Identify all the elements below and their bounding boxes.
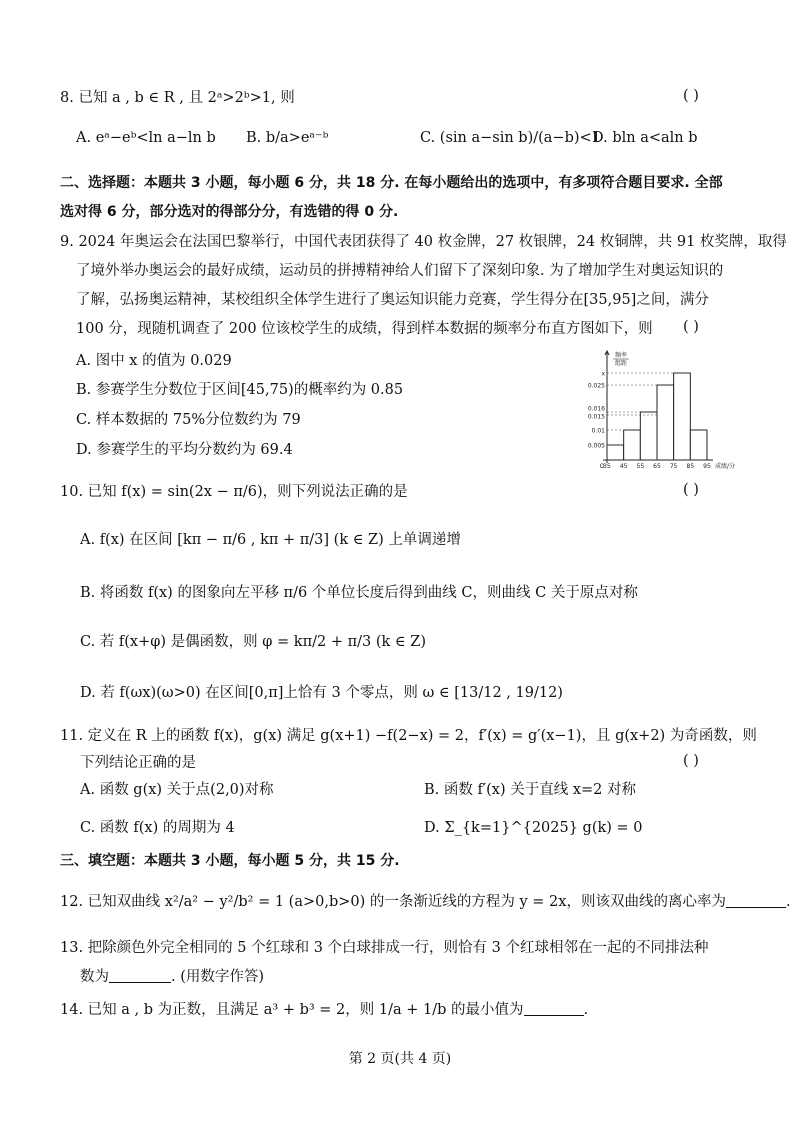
q10-option-a: A. f(x) 在区间 [kπ − π/6 , kπ + π/3] (k ∈ Z) 上单调递增 <box>80 532 461 548</box>
frequency-histogram <box>575 350 740 472</box>
histogram-bar <box>657 385 674 460</box>
q12-tail: . <box>785 894 791 910</box>
q9-line4: 100 分，现随机调查了 200 位该校学生的成绩，得到样本数据的频率分布直方图如下，则 <box>76 321 653 337</box>
x-axis-label: 成绩/分 <box>715 463 736 470</box>
histogram-bar <box>674 373 691 460</box>
q11-answer-paren: ( ) <box>683 753 699 769</box>
page-footer: 第 2 页(共 4 页) <box>348 1051 452 1067</box>
q11-option-d: D. Σ_{k=1}^{2025} g(k) = 0 <box>424 820 643 836</box>
q11-line2: 下列结论正确的是 <box>80 755 196 771</box>
x-tick-label: 75 <box>669 463 678 470</box>
q11-option-a: A. 函数 g(x) 关于点(2,0)对称 <box>80 782 274 798</box>
y-axis-label-numerator: 频率 <box>614 352 628 359</box>
q10-option-b: B. 将函数 f(x) 的图象向左平移 π/6 个单位长度后得到曲线 C，则曲线 C 关于原点对称 <box>80 585 638 601</box>
x-tick-label: 45 <box>619 463 628 470</box>
y-tick-label: 0.005 <box>587 442 605 450</box>
q8-answer-paren: ( ) <box>683 88 699 104</box>
x-tick-label: 55 <box>636 463 645 470</box>
q13-line2 <box>80 967 264 987</box>
q8-option-a: A. eᵃ−eᵇ<ln a−ln b <box>76 130 216 146</box>
q9-option-c: C. 样本数据的 75%分位数约为 79 <box>76 412 301 428</box>
q14-answer-blank[interactable] <box>524 1001 584 1016</box>
q14-tail: . <box>583 1002 589 1018</box>
y-tick-label: 0.01 <box>591 427 605 435</box>
q11-option-c: C. 函数 f(x) 的周期为 4 <box>80 820 235 836</box>
histogram-bar <box>690 430 707 460</box>
q8-option-b: B. b/a>eᵃ⁻ᵇ <box>246 130 329 146</box>
q12-stem: 12. 已知双曲线 x²/a² − y²/b² = 1 (a>0,b>0) 的一条渐近线的方程为 y = 2x，则该双曲线的离心率为 <box>60 894 726 910</box>
q9-line2: 了境外举办奥运会的最好成绩，运动员的拼搏精神给人们留下了深刻印象. 为了增加学生对奥运知识的 <box>76 263 724 279</box>
x-tick-label: 85 <box>686 463 695 470</box>
q11-option-b: B. 函数 f′(x) 关于直线 x=2 对称 <box>424 782 637 798</box>
q9-option-d: D. 参赛学生的平均分数约为 69.4 <box>76 442 293 458</box>
q10-option-d: D. 若 f(ωx)(ω>0) 在区间[0,π]上恰有 3 个零点，则 ω ∈ [13/12 , 19/12) <box>80 685 563 701</box>
q10-stem: 10. 已知 f(x) = sin(2x − π/6)，则下列说法正确的是 <box>60 484 408 500</box>
q12-answer-blank[interactable] <box>726 893 786 908</box>
q14-stem: 14. 已知 a , b 为正数，且满足 a³ + b³ = 2，则 1/a + 1/b 的最小值为 <box>60 1002 524 1018</box>
q13-line1: 13. 把除颜色外完全相同的 5 个红球和 3 个白球排成一行，则恰有 3 个红球相邻在一起的不同排法种 <box>60 940 709 956</box>
q9-option-b: B. 参赛学生分数位于区间[45,75)的概率约为 0.85 <box>76 382 404 398</box>
section2-line2: 选对得 6 分，部分选对的得部分分，有选错的得 0 分. <box>60 204 399 220</box>
histogram-bar <box>624 430 641 460</box>
y-tick-label: x <box>601 370 605 378</box>
q8-option-d: D. bln a<aln b <box>592 130 698 146</box>
q8-stem: 8. 已知 a , b ∈ R , 且 2ᵃ>2ᵇ>1, 则 <box>60 90 295 106</box>
section3-heading: 三、填空题：本题共 3 小题，每小题 5 分，共 15 分. <box>60 853 400 869</box>
q9-answer-paren: ( ) <box>683 319 699 335</box>
q10-answer-paren: ( ) <box>683 482 699 498</box>
x-tick-label: 65 <box>653 463 661 470</box>
histogram-bar <box>607 445 624 460</box>
histogram-bar <box>640 412 657 460</box>
q11-line1: 11. 定义在 R 上的函数 f(x)，g(x) 满足 g(x+1) −f(2−x) = 2，f′(x) = g′(x−1)，且 g(x+2) 为奇函数，则 <box>60 728 757 744</box>
q13-line2-start: 数为 <box>80 969 109 985</box>
x-tick-label: 95 <box>703 463 711 470</box>
origin-label: O <box>599 463 605 470</box>
y-tick-label: 0.015 <box>587 413 605 421</box>
q14-text <box>60 1000 588 1020</box>
q13-line2-end: . (用数字作答) <box>171 969 265 985</box>
y-tick-label: 0.016 <box>587 405 605 413</box>
q9-line1: 9. 2024 年奥运会在法国巴黎举行，中国代表团获得了 40 枚金牌，27 枚银牌，24 枚铜牌，共 91 枚奖牌，取得 <box>60 234 787 250</box>
q10-option-c: C. 若 f(x+φ) 是偶函数，则 φ = kπ/2 + π/3 (k ∈ Z) <box>80 634 426 650</box>
q9-option-a: A. 图中 x 的值为 0.029 <box>76 353 232 369</box>
q13-answer-blank[interactable] <box>109 968 171 983</box>
q8-option-c: C. (sin a−sin b)/(a−b)<1 <box>420 130 601 146</box>
x-tick-label: 35 <box>603 463 611 470</box>
y-axis-label-denominator: 组距 <box>614 360 628 367</box>
q12-text <box>60 892 791 912</box>
section2-line1: 二、选择题：本题共 3 小题，每小题 6 分，共 18 分. 在每小题给出的选项中，有多项符合题目要求. 全部 <box>60 175 723 191</box>
y-tick-label: 0.025 <box>587 382 605 390</box>
q9-line3: 了解，弘扬奥运精神，某校组织全体学生进行了奥运知识能力竞赛，学生得分在[35,95]之间，满分 <box>76 292 709 308</box>
